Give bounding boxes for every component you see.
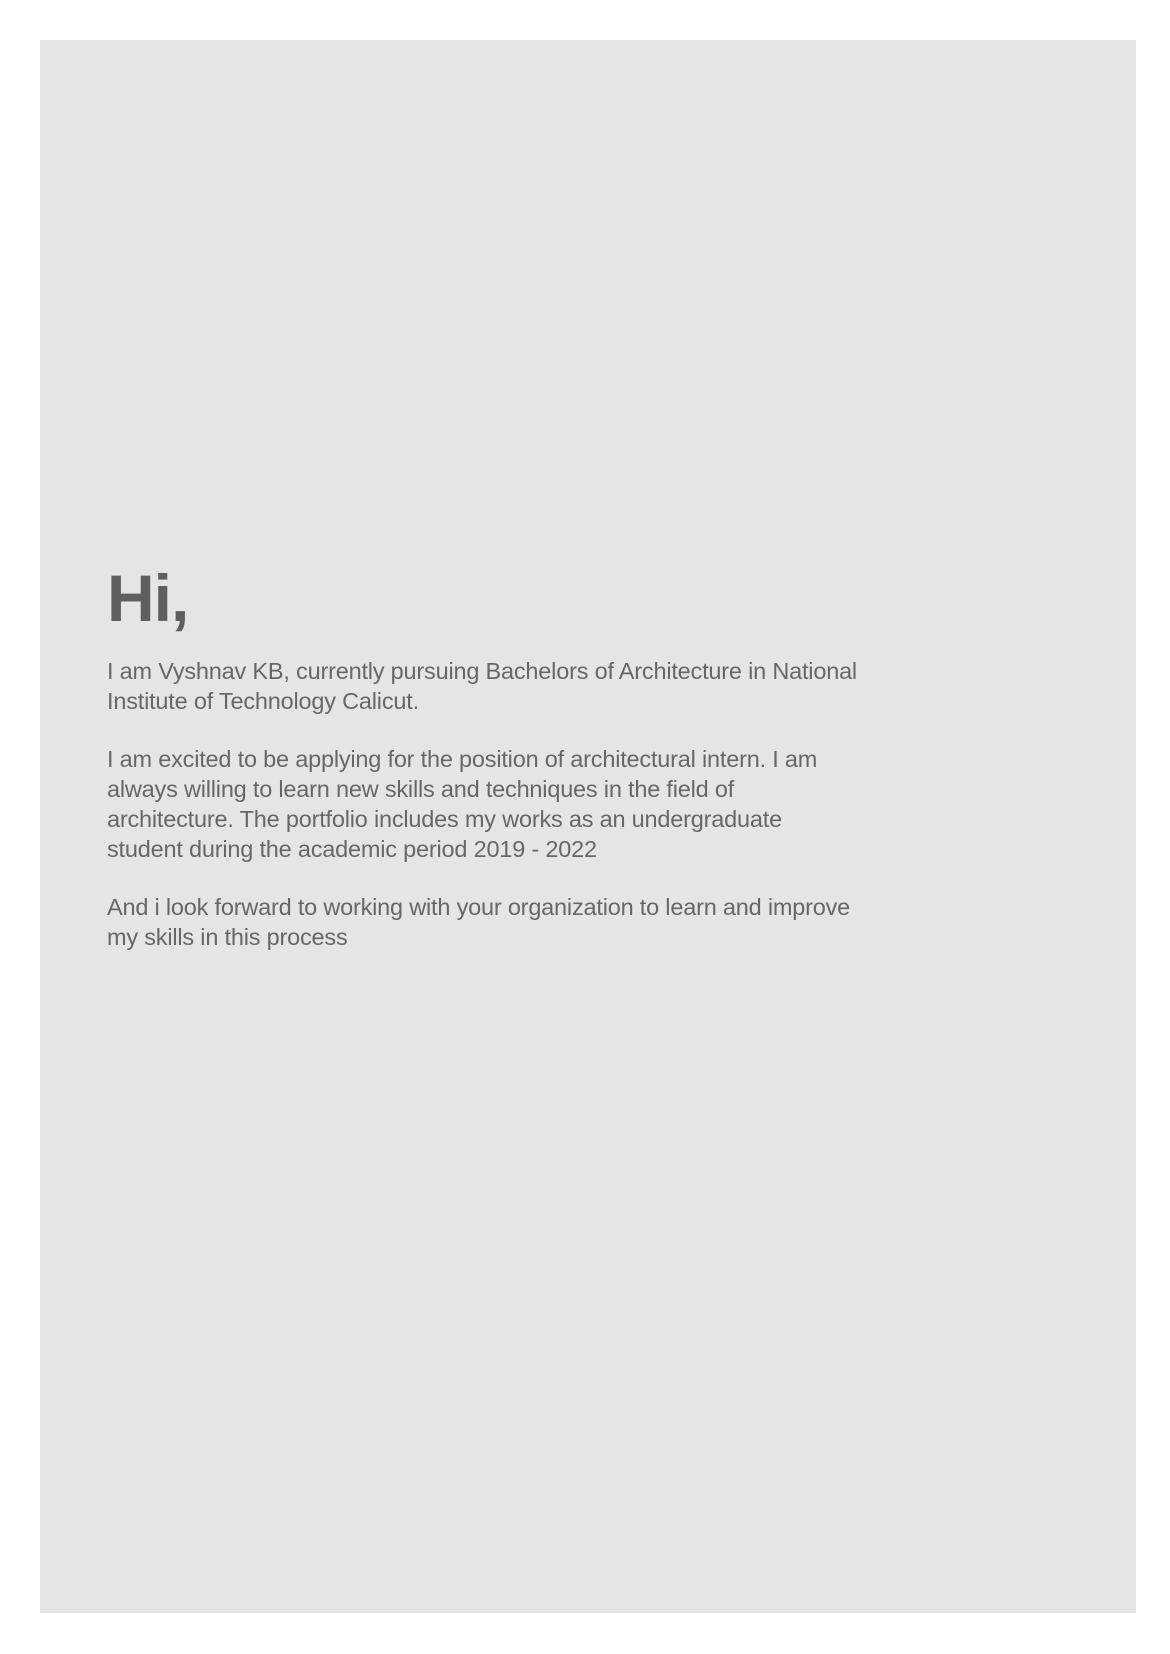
intro-paragraph (107, 656, 1107, 716)
text-line: always willing to learn new skills and techniques in the field of (107, 776, 735, 802)
text-line: And i look forward to working with your organization to learn and improve (107, 894, 851, 920)
greeting-heading: Hi, (107, 561, 189, 635)
text-line: my skills in this process (107, 924, 348, 950)
text-line: Institute of Technology Calicut. (107, 688, 419, 714)
text-line: student during the academic period 2019 - 2022 (107, 836, 597, 862)
page-panel (40, 40, 1136, 1613)
intro-section (107, 560, 1107, 980)
text-line: architecture. The portfolio includes my works as an undergraduate (107, 806, 782, 832)
text-line: I am excited to be applying for the position of architectural intern. I am (107, 746, 818, 772)
text-line: I am Vyshnav KB, currently pursuing Bachelors of Architecture in National (107, 658, 857, 684)
closing-paragraph (107, 892, 1107, 952)
motivation-paragraph (107, 744, 1107, 864)
